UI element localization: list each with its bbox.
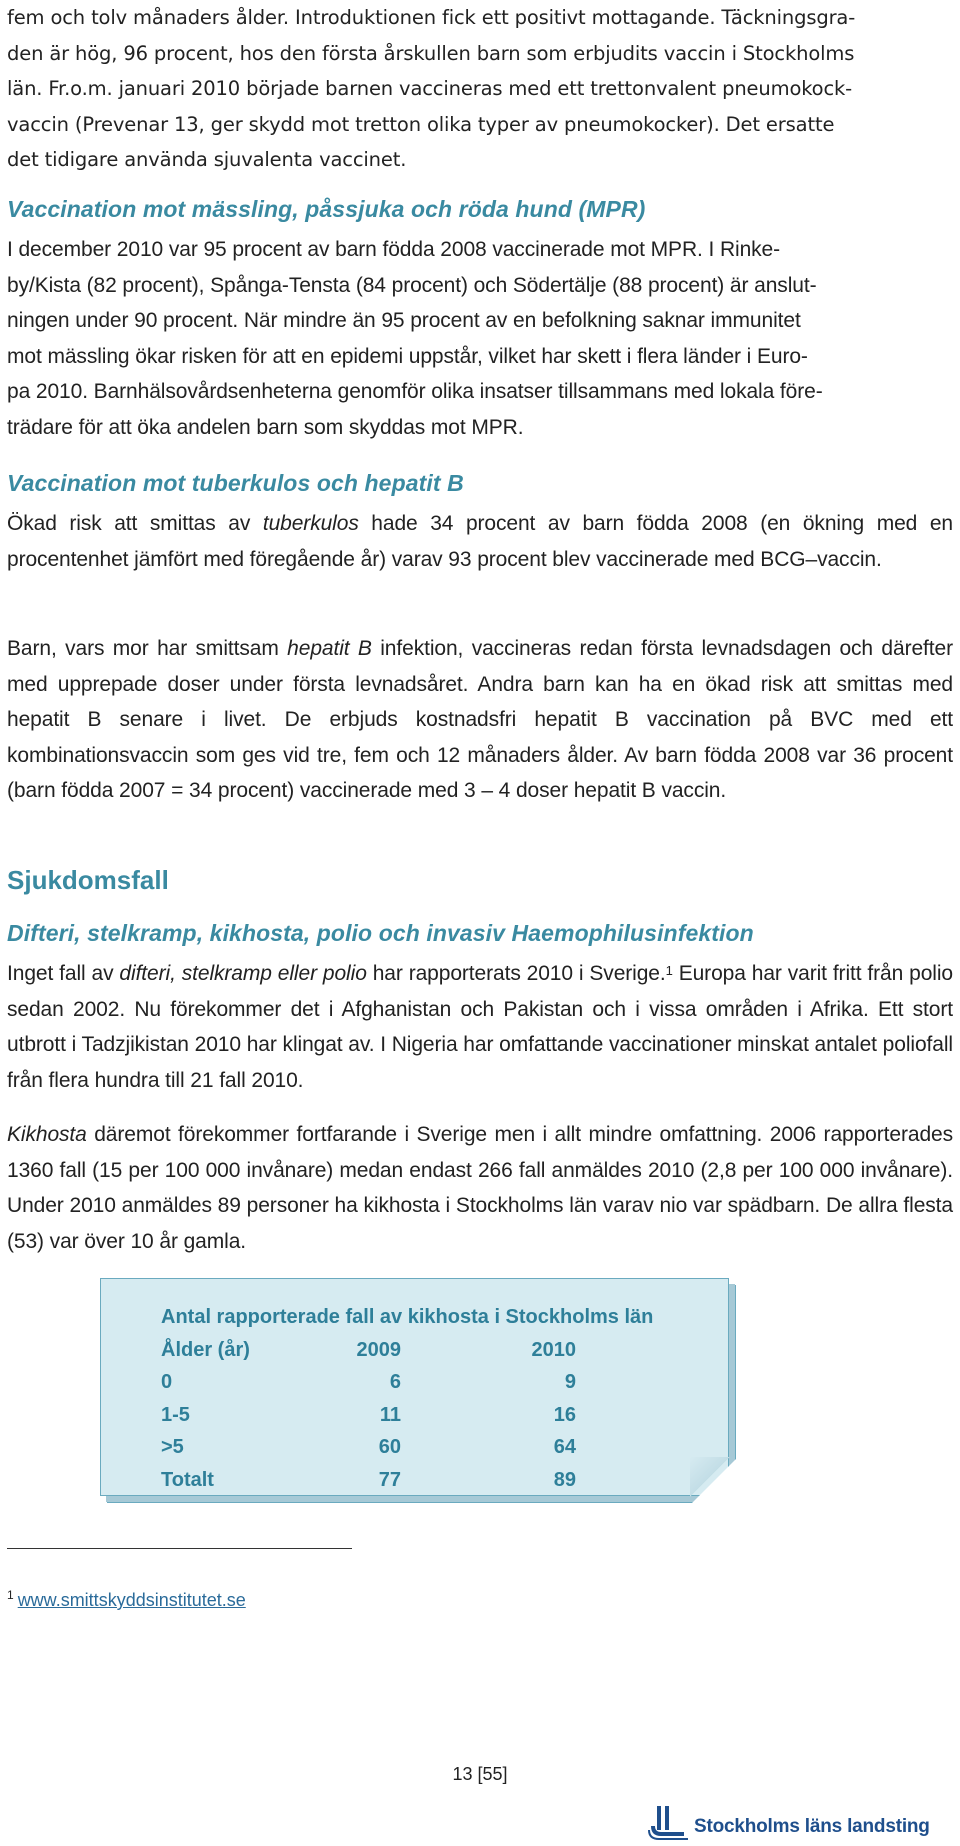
table-header-row bbox=[161, 1334, 653, 1367]
table-cell: 11 bbox=[379, 1403, 401, 1426]
text-run: däremot förekommer fortfarande i Sverige men i allt mindre omfattning. 2006 rapporterades 1360 fall (15 per 100 000 invånare) medan endast 266 fall anmäldes 2010 (2,8 per 100 000 invånare). Under 2010 anmäldes 89 personer ha kikhosta i Stockholms län varav nio var spädbarn. De allra flesta (53) var över 10 år gamla. bbox=[7, 1123, 953, 1253]
mpr-line: trädare för att öka andelen barn som skyddas mot MPR. bbox=[7, 415, 524, 439]
table-row bbox=[161, 1464, 653, 1497]
text-run: infektion, vaccineras redan första levnadsdagen och därefter med upprepade doser under första levnadsåret. Andra barn kan ha en ökad risk att smittas med hepatit B senare i livet. De erbjuds kostnadsfri hepatit B vaccination på BVC med ett kombinationsvaccin som ges vid tre, fem och 12 månaders ålder. Av barn födda 2008 var 36 procent (barn födda 2007 = 34 procent) vaccinerade med 3 – 4 doser hepatit B vaccin. bbox=[7, 637, 953, 802]
page-number: 13 [55] bbox=[452, 1764, 508, 1784]
emphasis-hepatit-b: hepatit B bbox=[287, 637, 372, 660]
footnote-link[interactable]: www.smittskyddsinstitutet.se bbox=[17, 1590, 246, 1610]
text-run: Barn, vars mor har smittsam bbox=[7, 637, 288, 660]
mpr-line: by/Kista (82 procent), Spånga-Tensta (84 procent) och Södertälje (88 procent) är anslut- bbox=[7, 273, 817, 297]
page-curl-shade bbox=[690, 1457, 730, 1497]
cases-paragraph-2 bbox=[7, 1117, 953, 1259]
table-caption: Antal rapporterade fall av kikhosta i Stockholms län bbox=[161, 1306, 654, 1328]
organization-logo bbox=[648, 1800, 930, 1840]
footnote-number: 1 bbox=[7, 1588, 14, 1602]
footnote-separator bbox=[7, 1548, 352, 1549]
table-cell: 89 bbox=[553, 1468, 576, 1491]
mpr-line: ningen under 90 procent. När mindre än 95 procent av en befolkning saknar immunitet bbox=[7, 309, 801, 332]
text-run: hade 34 procent av barn födda 2008 (en ökning med en procentenhet jämfört med föregående år) varav 93 procent blev vaccinerade med BCG–vaccin. bbox=[7, 512, 954, 571]
sll-logo-icon bbox=[648, 1806, 688, 1840]
text-run: Ökad risk att smittas av bbox=[7, 512, 263, 535]
mpr-heading: Vaccination mot mässling, påssjuka och röda hund (MPR) bbox=[7, 196, 646, 222]
tb-paragraph-1 bbox=[7, 506, 953, 577]
logo-text: Stockholms läns landsting bbox=[694, 1816, 930, 1837]
pertussis-table-box bbox=[100, 1278, 729, 1496]
table-cell: 60 bbox=[378, 1436, 401, 1458]
cases-paragraph-1 bbox=[7, 956, 953, 1098]
intro-line: den är hög, 96 procent, hos den första årskullen barn som erbjudits vaccin i Stockholms bbox=[7, 41, 855, 65]
table-header-cell: 2010 bbox=[531, 1338, 576, 1361]
cases-subheading: Difteri, stelkramp, kikhosta, polio och invasiv Haemophilusinfektion bbox=[7, 920, 754, 946]
table-cell: Totalt bbox=[161, 1468, 214, 1491]
intro-line: vaccin (Prevenar 13, ger skydd mot tretton olika typer av pneumokocker). Det ersatte bbox=[7, 112, 835, 136]
tb-heading: Vaccination mot tuberkulos och hepatit B bbox=[7, 470, 464, 496]
intro-line: län. Fr.o.m. januari 2010 började barnen vaccineras med ett trettonvalent pneumokock- bbox=[7, 77, 853, 100]
table-cell: 64 bbox=[553, 1436, 576, 1458]
mpr-line: I december 2010 var 95 procent av barn födda 2008 vaccinerade mot MPR. I Rinke- bbox=[7, 238, 781, 261]
table-cell: 9 bbox=[564, 1371, 576, 1393]
table-cell: 1-5 bbox=[161, 1403, 190, 1426]
emphasis-kikhosta: Kikhosta bbox=[7, 1123, 87, 1146]
mpr-line: pa 2010. Barnhälsovårdsenheterna genomför olika insatser tillsammans med lokala före- bbox=[7, 380, 823, 403]
text-run: Inget fall av bbox=[7, 962, 120, 985]
table-row bbox=[161, 1366, 653, 1399]
emphasis-diseases: difteri, stelkramp eller polio bbox=[119, 962, 367, 985]
intro-line: fem och tolv månaders ålder. Introduktionen fick ett positivt mottagande. Täckningsgra- bbox=[7, 6, 856, 29]
table-cell: 0 bbox=[161, 1371, 173, 1393]
text-run: har rapporterats 2010 i Sverige. bbox=[366, 962, 666, 985]
table-cell: 6 bbox=[389, 1371, 401, 1393]
table-row bbox=[161, 1399, 653, 1432]
table-cell: 16 bbox=[553, 1403, 576, 1426]
table-row bbox=[161, 1431, 653, 1464]
mpr-line: mot mässling ökar risken för att en epidemi uppstår, vilket har skett i flera länder i Euro- bbox=[7, 344, 808, 368]
pertussis-table bbox=[161, 1301, 653, 1496]
emphasis-tuberkulos: tuberkulos bbox=[262, 512, 359, 535]
text-run: Europa har varit fritt från polio sedan 2002. Nu förekommer det i Afghanistan och Pakistan och i vissa områden i Afrika. Ett stort utbrott i Tadzjikistan 2010 har klingat av. I Nigeria har omfattande vaccinationer minskat antalet poliofall från flera hundra till 21 fall 2010. bbox=[7, 962, 953, 1092]
table-cell: 77 bbox=[378, 1468, 401, 1491]
footnote-reference[interactable]: 1 bbox=[665, 963, 673, 978]
footnote bbox=[7, 1590, 246, 1611]
table-header-cell: Ålder (år) bbox=[161, 1338, 250, 1361]
table-cell: >5 bbox=[161, 1436, 184, 1458]
section-heading-sjukdomsfall: Sjukdomsfall bbox=[7, 865, 169, 895]
tb-paragraph-2 bbox=[7, 631, 953, 809]
intro-line: det tidigare använda sjuvalenta vaccinet. bbox=[7, 148, 407, 171]
table-header-cell: 2009 bbox=[356, 1338, 401, 1361]
